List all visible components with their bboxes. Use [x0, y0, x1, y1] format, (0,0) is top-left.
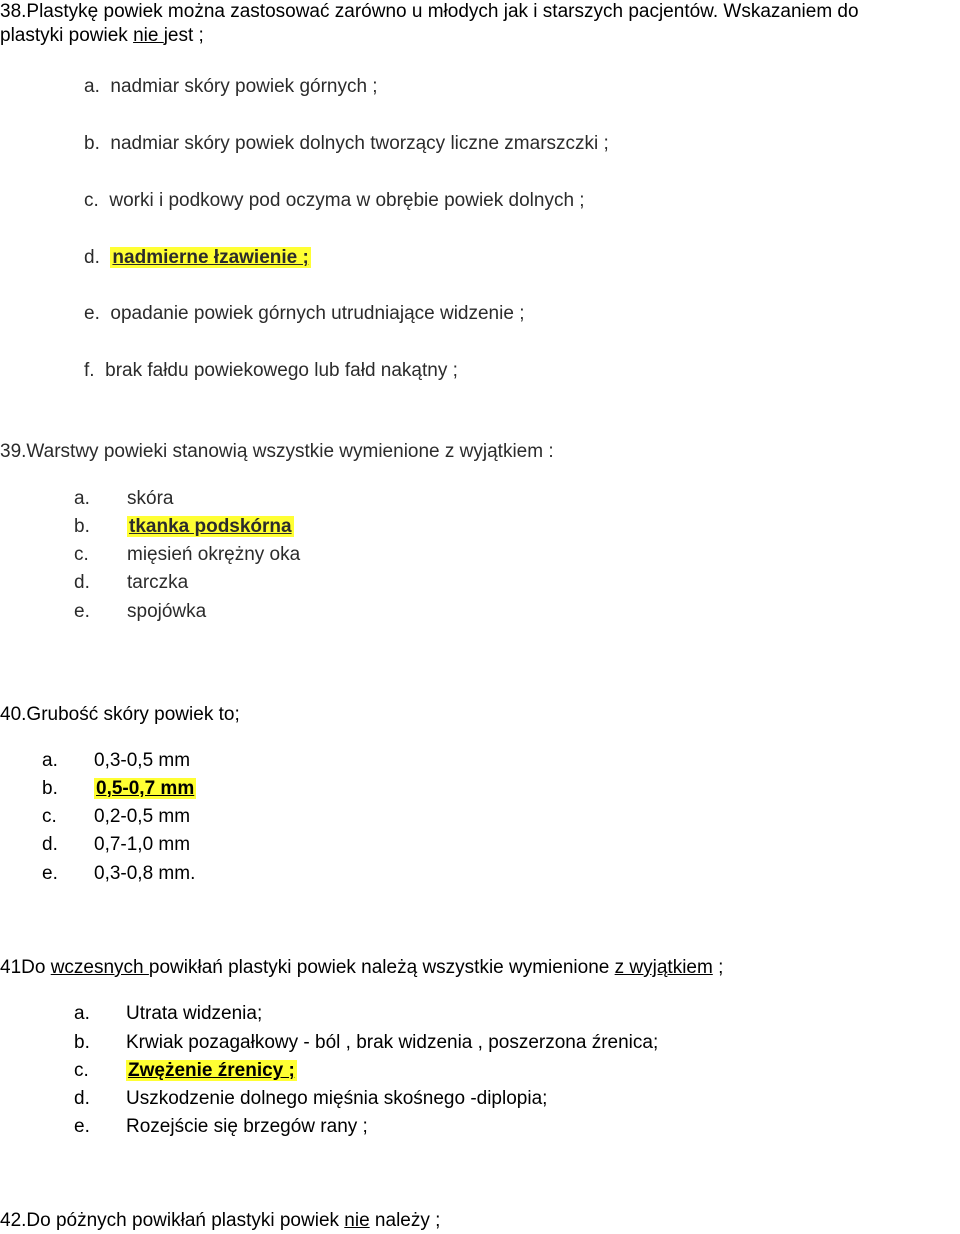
question-38 — [0, 0, 960, 48]
emphasis-wczesnych: wczesnych — [50, 957, 149, 978]
answer-text: Krwiak pozagałkowy - ból , brak widzenia , poszerzona źrenica; — [126, 1032, 659, 1053]
answer-40-b-correct — [42, 777, 196, 801]
answer-41-d — [74, 1087, 547, 1111]
answer-39-e — [74, 600, 206, 624]
answer-label: d. — [42, 834, 58, 855]
question-40: 40.Grubość skóry powiek to; — [0, 704, 240, 725]
answer-text: 0,7-1,0 mm — [94, 834, 191, 855]
answer-text: nadmiar skóry powiek górnych ; — [110, 76, 378, 97]
negation-nie: nie — [133, 25, 164, 46]
answer-label: a. — [74, 488, 90, 509]
answer-label: e. — [84, 303, 100, 324]
question-41-text-start: 41Do — [0, 957, 51, 978]
answer-text: spojówka — [127, 601, 207, 622]
answer-label: f. — [84, 360, 95, 381]
answer-41-b — [74, 1031, 658, 1055]
correct-answer-highlight: Zwężenie źrenicy ; — [128, 1060, 295, 1081]
answer-label: c. — [84, 190, 99, 211]
answer-41-e — [74, 1115, 368, 1139]
question-39: 39.Warstwy powieki stanowią wszystkie wymienione z wyjątkiem : — [0, 441, 554, 462]
answer-40-d — [42, 833, 190, 857]
answer-40-e — [42, 862, 195, 886]
answer-40-a — [42, 749, 190, 773]
answer-text: Rozejście się brzegów rany ; — [126, 1116, 368, 1137]
answer-38-a — [84, 75, 378, 99]
answer-39-c — [74, 543, 300, 567]
answer-label: a. — [42, 750, 58, 771]
answer-text: 0,3-0,5 mm — [94, 750, 191, 771]
answer-38-e — [84, 302, 524, 326]
question-42 — [0, 1209, 960, 1233]
question-41 — [0, 956, 960, 980]
answer-label: e. — [74, 601, 90, 622]
answer-text: Utrata widzenia; — [126, 1003, 263, 1024]
answer-label: e. — [42, 863, 58, 884]
answer-40-c — [42, 805, 190, 829]
answer-text: nadmiar skóry powiek dolnych tworzący liczne zmarszczki ; — [110, 133, 609, 154]
answer-label: d. — [84, 247, 100, 268]
question-42-text-start: 42.Do póżnych powikłań plastyki powiek — [0, 1210, 345, 1231]
correct-answer-highlight: nadmierne łzawienie ; — [112, 247, 309, 268]
answer-label: b. — [84, 133, 100, 154]
answer-39-a — [74, 487, 173, 511]
answer-text: brak fałdu powiekowego lub fałd nakątny ; — [105, 360, 458, 381]
answer-text: tarczka — [127, 572, 189, 593]
answer-label: a. — [84, 76, 100, 97]
answer-text: worki i podkowy pod oczyma w obrębie powiek dolnych ; — [109, 190, 585, 211]
answer-text: Uszkodzenie dolnego mięśnia skośnego -diplopia; — [126, 1088, 548, 1109]
answer-text: 0,3-0,8 mm. — [94, 863, 196, 884]
answer-41-a — [74, 1002, 262, 1026]
answer-label: c. — [74, 1060, 89, 1081]
answer-38-f — [84, 359, 458, 383]
question-38-line-2 — [0, 24, 960, 48]
emphasis-z-wyjatkiem: z wyjątkiem — [614, 957, 713, 978]
answer-text: 0,2-0,5 mm — [94, 806, 191, 827]
answer-label: c. — [42, 806, 57, 827]
question-38-line-1: 38.Plastykę powiek można zastosować zarówno u młodych jak i starszych pacjentów. Wskazaniem do — [0, 1, 859, 22]
question-41-text-end: ; — [712, 957, 724, 978]
answer-label: a. — [74, 1003, 90, 1024]
answer-39-b-correct — [74, 515, 294, 539]
question-42-text-end: należy ; — [369, 1210, 441, 1231]
answer-41-c-correct — [74, 1059, 297, 1083]
answer-text: mięsień okrężny oka — [127, 544, 301, 565]
answer-label: d. — [74, 1088, 90, 1109]
answer-39-d — [74, 571, 188, 595]
answer-label: b. — [74, 516, 90, 537]
question-38-text-end: jest ; — [163, 25, 204, 46]
answer-label: d. — [74, 572, 90, 593]
answer-text: opadanie powiek górnych utrudniające widzenie ; — [110, 303, 525, 324]
answer-label: c. — [74, 544, 89, 565]
answer-38-b — [84, 132, 609, 156]
negation-nie: nie — [344, 1210, 370, 1231]
answer-label: b. — [74, 1032, 90, 1053]
correct-answer-highlight: tkanka podskórna — [129, 516, 292, 537]
answer-38-c — [84, 189, 585, 213]
question-38-text: plastyki powiek — [0, 25, 134, 46]
correct-answer-highlight: 0,5-0,7 mm — [96, 778, 195, 799]
answer-label: b. — [42, 778, 58, 799]
answer-text: skóra — [127, 488, 174, 509]
answer-38-d-correct — [84, 246, 311, 270]
answer-label: e. — [74, 1116, 90, 1137]
question-41-text-mid: powikłań plastyki powiek należą wszystkie wymienione — [148, 957, 615, 978]
